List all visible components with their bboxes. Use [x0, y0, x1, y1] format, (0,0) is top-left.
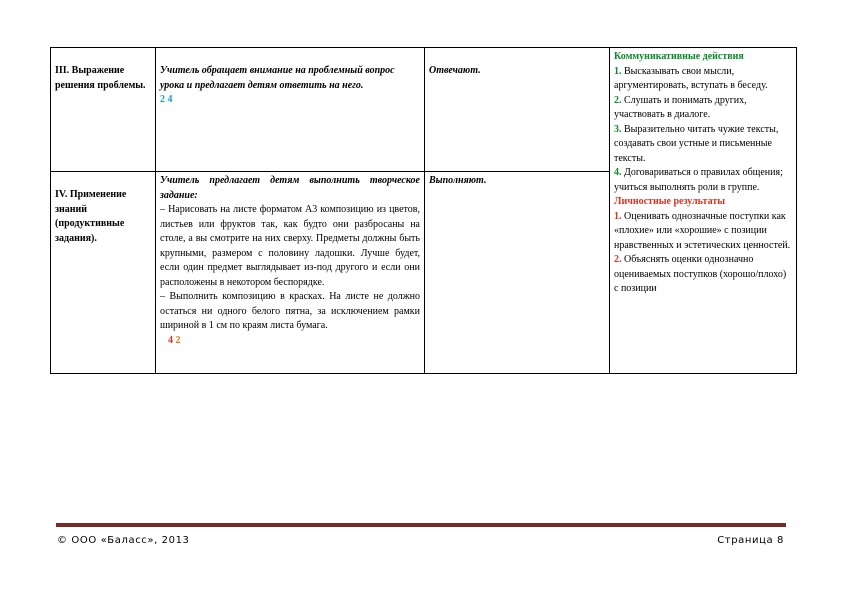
footer-rule — [56, 523, 786, 527]
pupil-activity-cell — [425, 48, 610, 172]
table-row — [51, 48, 797, 172]
pupil-activity: Выполняют. — [429, 175, 487, 186]
lesson-table — [50, 47, 797, 374]
stage-label: IV. Применение знаний (продуктивные задания). — [55, 189, 127, 244]
communicative-title: Коммуникативные действия — [614, 51, 744, 62]
list-item: 4. Договариваться о правилах общения; учиться выполнять роли в группе. — [614, 167, 783, 193]
pupil-activity-cell — [425, 172, 610, 374]
personal-title: Личностные результаты — [614, 196, 726, 207]
pupil-activity: Отвечают. — [429, 65, 481, 76]
mark: 4 — [168, 334, 173, 346]
task-text: – Нарисовать на листе форматом А3 композицию из цветов, листьев или фруктов так, как будто они разбросаны на столе, а вы смотрите на них сверху. Предметы должны быть крупными, размером с половину ладошки. Лучше будет, если один предмет выглядывает из-под другого и если они расположены в некотором беспорядке. — [160, 204, 420, 288]
task-text: – Выполнить композицию в красках. На листе не должно остаться ни одного белого пятна, за исключением рамки шириной в 1 см по краям листа бумага. — [160, 291, 420, 331]
mark: 4 — [167, 94, 173, 105]
teacher-instruction: Учитель предлагает детям выполнить творческое задание: — [160, 175, 420, 201]
mark: 2 — [160, 94, 165, 105]
footer-copyright: © ООО «Баласс», 2013 — [57, 535, 190, 546]
stage-cell — [51, 172, 156, 374]
list-item: 1. Оценивать однозначные поступки как «плохие» или «хорошие» с позиции нравственных и эстетических ценностей. — [614, 210, 791, 251]
stage-label: III. Выражение решения проблемы. — [55, 65, 146, 91]
lesson-marks — [160, 93, 420, 108]
stage-cell — [51, 48, 156, 172]
list-item: 2. Объяснять оценки однозначно оцениваемых поступков (хорошо/плохо) с позиции — [614, 254, 787, 294]
lesson-marks — [160, 334, 420, 349]
list-item: 1. Высказывать свои мысли, аргументировать, вступать в беседу. — [614, 65, 768, 91]
list-item: 3. Выразительно читать чужие тексты, создавать свои устные и письменные тексты. — [614, 123, 779, 164]
footer-page-number: Страница 8 — [717, 535, 784, 546]
teacher-activity-cell — [156, 48, 425, 172]
teacher-instruction: Учитель обращает внимание на проблемный вопрос урока и предлагает детям ответить на него. — [160, 65, 395, 91]
mark: 2 — [175, 334, 181, 346]
list-item: 2. Слушать и понимать других, участвовать в диалоге. — [614, 94, 747, 120]
teacher-activity-cell — [156, 172, 425, 374]
uud-cell — [610, 48, 797, 374]
